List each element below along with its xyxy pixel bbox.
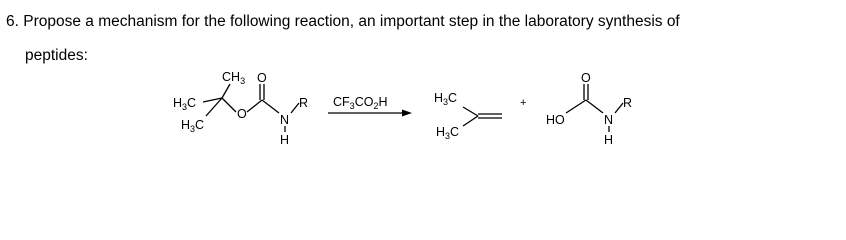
carbonyl-oxygen-label: O bbox=[257, 71, 267, 85]
p2-r-group-label: R bbox=[623, 96, 633, 110]
bond-N-R bbox=[291, 103, 299, 113]
p2-bond-O-C bbox=[566, 100, 586, 113]
ester-oxygen-label: O bbox=[237, 107, 247, 121]
reactant-structure bbox=[173, 70, 308, 147]
h3c-left-label: $H_3C$ bbox=[173, 96, 197, 112]
ch3-top-label: $CH_3$ bbox=[222, 70, 246, 86]
nh-hydrogen-label: H bbox=[280, 133, 290, 147]
product1-structure bbox=[434, 91, 502, 141]
r-group-label: R bbox=[299, 96, 309, 110]
p2-carbonyl-oxygen-label: O bbox=[581, 71, 591, 85]
p1-bond-top bbox=[463, 107, 478, 116]
p1-h3c-top-label: $H_3C$ bbox=[434, 91, 458, 107]
reaction-arrow-group bbox=[328, 95, 412, 117]
question-line-1: 6. Propose a mechanism for the following reaction, an important step in the laboratory synthesis of bbox=[6, 13, 680, 30]
p2-bond-C-N bbox=[586, 100, 603, 113]
bond-quatC-ch3top bbox=[222, 84, 230, 98]
reaction-arrow-head bbox=[402, 110, 412, 117]
h3c-bottom-label: $H_3C$ bbox=[181, 118, 205, 134]
question-line-2: peptides: bbox=[25, 47, 88, 64]
bond-O-carbonylC bbox=[247, 100, 262, 112]
reagent-label: $CF_3CO_2H$ bbox=[333, 95, 388, 111]
plus-sign: + bbox=[520, 97, 527, 109]
p1-h3c-bottom-label: $H_3C$ bbox=[436, 125, 460, 141]
nitrogen-label: N bbox=[280, 113, 290, 127]
p2-bond-N-R bbox=[615, 103, 623, 113]
p2-hydroxyl-label: HO bbox=[546, 113, 565, 127]
product2-structure bbox=[546, 71, 632, 147]
bond-quatC-O bbox=[222, 98, 236, 112]
p1-bond-bottom bbox=[463, 116, 478, 126]
p2-nh-hydrogen-label: H bbox=[604, 133, 614, 147]
bond-carbonylC-N bbox=[262, 100, 279, 113]
p2-nitrogen-label: N bbox=[604, 113, 614, 127]
